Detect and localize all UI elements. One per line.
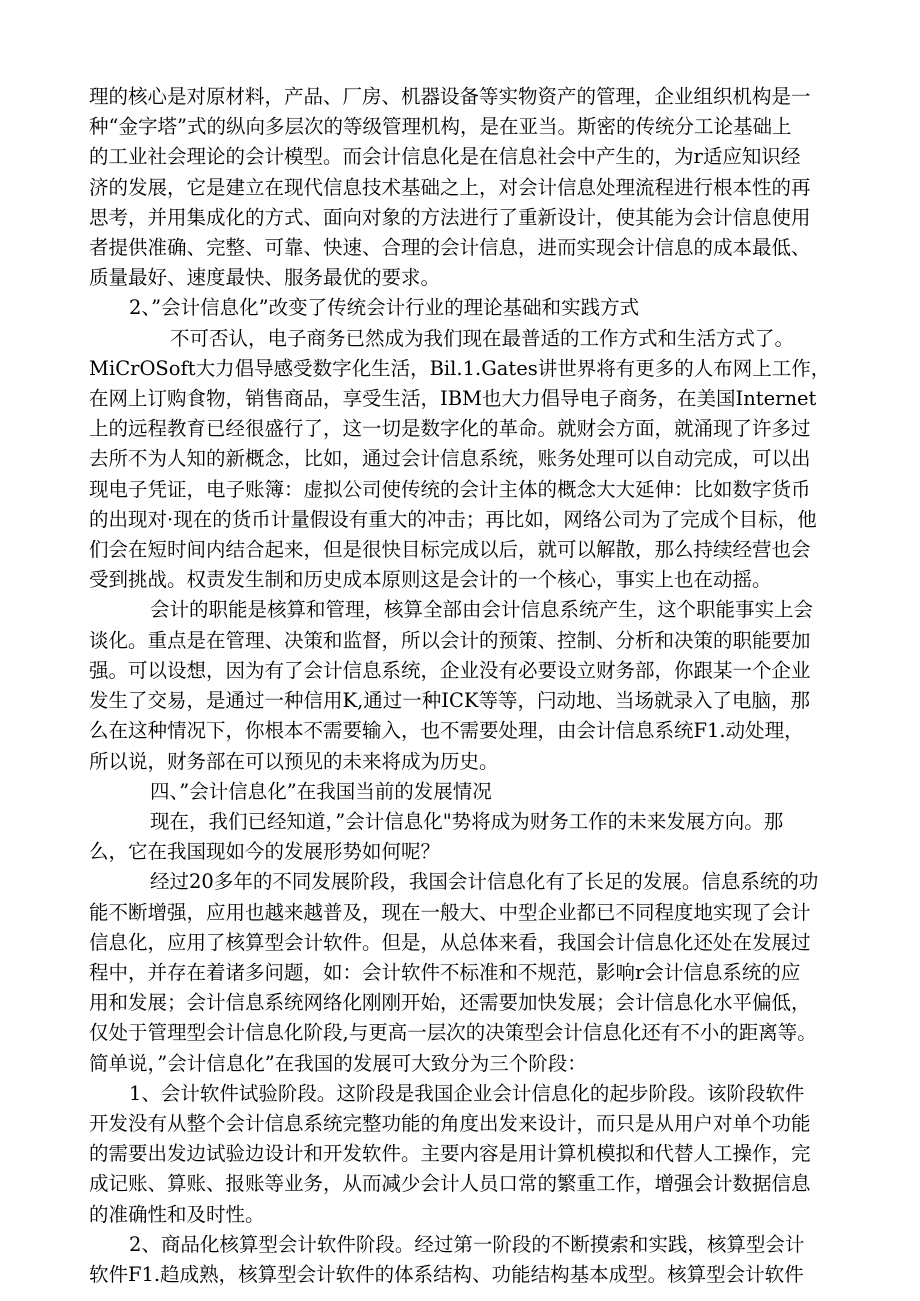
text-line: 简单说，”会计信息化”在我国的发展可大致分为三个阶段： (89, 1052, 587, 1075)
text-line: 谈化。重点是在管理、决策和监督，所以会计的预策、控制、分析和决策的职能要加 (89, 629, 811, 652)
text-line: 的需要出发边试验边设计和开发软件。主要内容是用计算机模拟和代替人工操作，完 (89, 1142, 811, 1165)
text-line: 去所不为人知的新概念，比如，通过会计信息系统，账务处理可以自动完成，可以出 (89, 447, 811, 470)
text-line: 受到挑战。权责发生制和历史成本原则这是会计的一个核心，事实上也在动摇。 (89, 568, 772, 591)
text-line: 开发没有从整个会计信息系统完整功能的角度出发来设计，而只是从用户对单个功能 (89, 1112, 811, 1135)
text-line: 成记账、算账、报账等业务，从而减少会计人员口常的繁重工作，增强会计数据信息 (89, 1172, 811, 1195)
text-line: 的工业社会理论的会计模型。而会计信息化是在信息社会中产生的，为r适应知识经 (89, 145, 801, 168)
text-line: 能不断增强，应用也越来越普及，现在一般大、中型企业都已不同程度地实现了会计 (89, 901, 811, 924)
section-heading: 四、”会计信息化”在我国当前的发展情况 (150, 780, 492, 803)
text-line: 仅处于管理型会计信息化阶段,与更高一层次的决策型会计信息化还有不小的距离等。 (89, 1021, 817, 1044)
text-line: 程中，并存在着诸多问题，如：会计软件不标准和不规范，影响r会计信息系统的应 (89, 961, 801, 984)
text-line: 种“金字塔”式的纵向多层次的等级管理机构，是在亚当。斯密的传统分工论基础上 (89, 115, 792, 138)
text-line: 质量最好、速度最快、服务最优的要求。 (89, 266, 441, 289)
text-line: 的出现对·现在的货币计量假设有重大的冲击；再比如，网络公司为了完成个目标，他 (89, 508, 817, 531)
text-line: 发生了交易，是通过一种信用K,通过一种ICK等等，闩动地、当场就录入了电脑，那 (89, 689, 810, 712)
text-line: 2、商品化核算型会计软件阶段。经过第一阶段的不断摸索和实践，核算型会计 (129, 1233, 805, 1256)
text-line: 现在，我们已经知道，”会计信息化"势将成为财务工作的未来发展方向。那 (150, 810, 784, 833)
text-line: 们会在短时间内结合起来，但是很快目标完成以后，就可以解散，那么持续经营也会 (89, 538, 811, 561)
text-line: 者提供准确、完整、可靠、快速、合理的会计信息，进而实现会计信息的成本最低、 (89, 236, 811, 259)
text-line: 的准确性和及时性。 (89, 1203, 265, 1226)
text-line: 软件F1.趋成熟，核算型会计软件的体系结构、功能结构基本成型。核算型会计软件 (89, 1263, 804, 1286)
text-line: 会计的职能是核算和管理，核算全部由会计信息系统产生，这个职能事实上会 (150, 598, 814, 621)
text-line: 1、会计软件试验阶段。这阶段是我国企业会计信息化的起步阶段。该阶段软件 (129, 1082, 805, 1105)
text-line: 所以说，财务部在可以预见的未来将成为历史。 (89, 750, 499, 773)
text-line: 现电子凭证，电子账簿：虚拟公司使传统的会计主体的概念大大延伸：比如数字货币 (89, 478, 811, 501)
text-line: 在网上订购食物，销售商品，享受生活，IBM也大力倡导电子商务，在美国Internet (89, 387, 817, 410)
text-line: 强。可以设想，因为有了会计信息系统，企业没有必要设立财务部，你跟某一个企业 (89, 659, 811, 682)
text-line: 不可否认，电子商务已然成为我们现在最普适的工作方式和生活方式了。 (170, 327, 795, 350)
section-heading: 2、”会计信息化”改变了传统会计行业的理论基础和实践方式 (129, 296, 640, 319)
text-line: 思考，并用集成化的方式、面向对象的方法进行了重新设计，使其能为会计信息使用 (89, 206, 811, 229)
text-line: 济的发展，它是建立在现代信息技术基础之上，对会计信息处理流程进行根本性的再 (89, 176, 811, 199)
text-line: 用和发展；会计信息系统网络化刚刚开始，还需要加快发展；会计信息化水平偏低， (89, 991, 811, 1014)
text-line: 上的远程教育已经很盛行了，这一切是数字化的革命。就财会方面，就涌现了许多过 (89, 417, 811, 440)
text-line: 经过20多年的不同发展阶段，我国会计信息化有了长足的发展。信息系统的功 (150, 870, 819, 893)
text-line: 么在这种情况下，你根本不需要输入，也不需要处理，由会计信息系统F1.动处理， (89, 719, 804, 742)
text-line: 么，它在我国现如今的发展形势如何呢？ (89, 840, 441, 863)
text-line: 信息化，应用了核算型会计软件。但是，从总体来看，我国会计信息化还处在发展过 (89, 931, 811, 954)
text-line: 理的核心是对原材料，产品、厂房、机器设备等实物资产的管理，企业组织机构是一 (89, 85, 811, 108)
text-line: MiCrOSoft大力倡导感受数字化生活，Bil.1.Gates讲世界将有更多的人布网上工作， (89, 357, 831, 380)
